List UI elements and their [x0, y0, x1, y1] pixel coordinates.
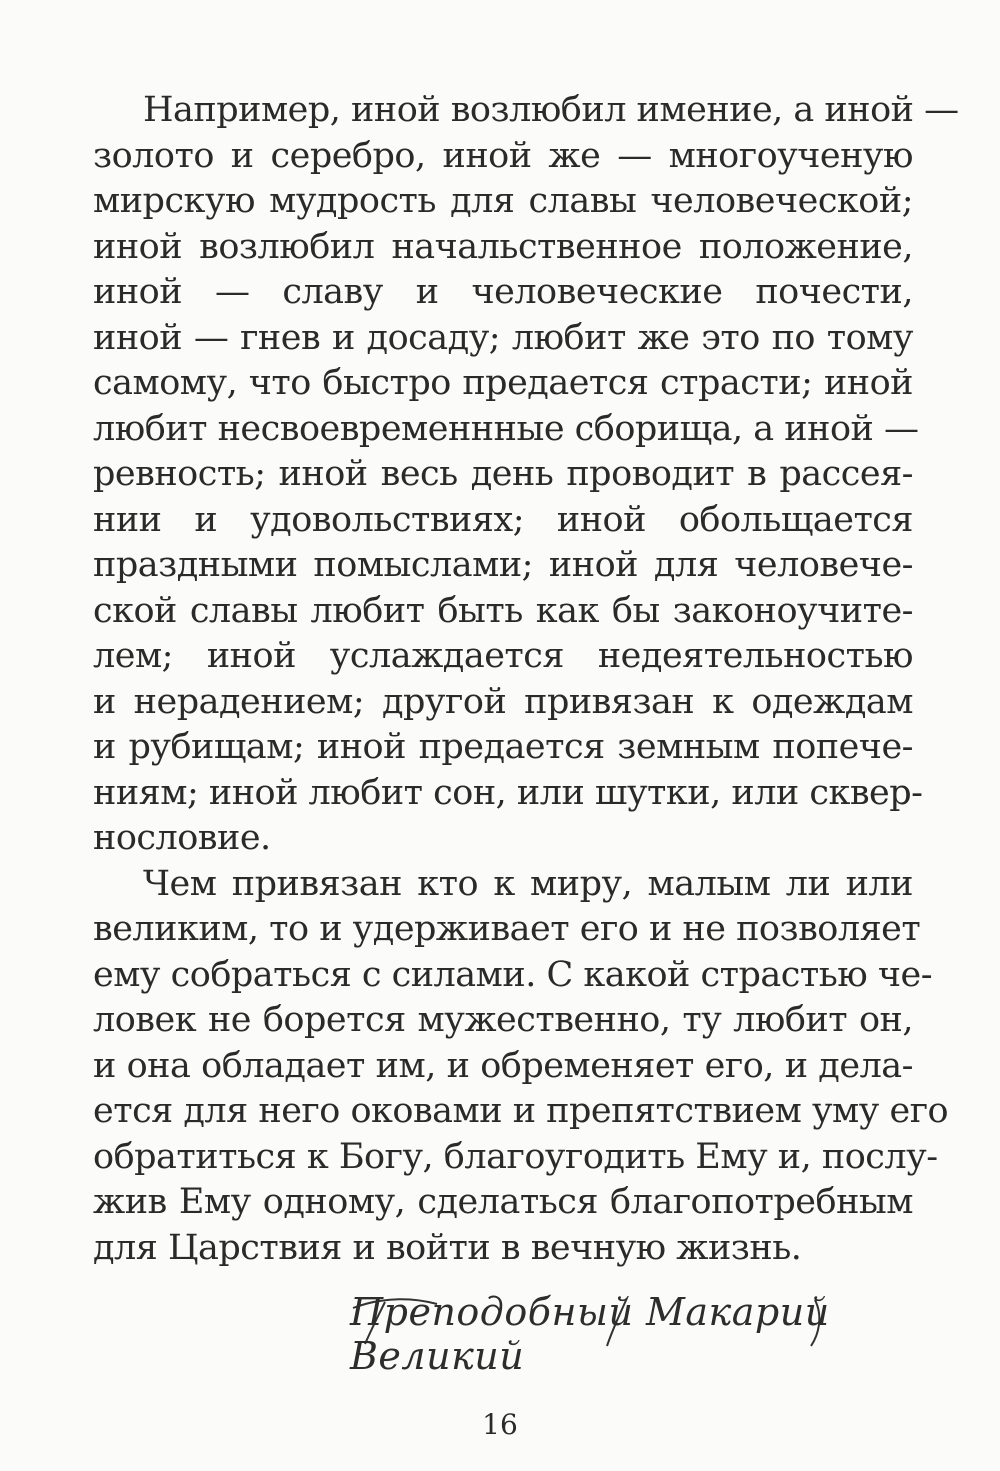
text-line: нии и удовольствиях; иной обольщается — [93, 499, 913, 540]
signature-text — [350, 1290, 930, 1378]
text-line: ниям; иной любит сон, или шутки, или сквер- — [93, 772, 923, 813]
text-line: ской славы любит быть как бы законоучите- — [93, 590, 913, 631]
text-line: самому, что быстро предается страсти; иной — [93, 363, 913, 403]
text-line: иной — славу и человеческие почести, — [93, 272, 913, 312]
page-number: 16 — [482, 1408, 518, 1441]
text-line: праздными помыслами; иной для человече- — [93, 545, 913, 585]
text-line: иной — гнев и досаду; любит же это по тому — [93, 317, 913, 358]
text-line: ревность; иной весь день проводит в рассея- — [93, 454, 913, 494]
text-line: Например, иной возлюбил имение, а иной — — [143, 90, 959, 130]
text-line: иной возлюбил начальственное положение, — [93, 226, 913, 267]
text-line: и рубищам; иной предается земным попече- — [93, 727, 913, 767]
text-line: ловек не борется мужественно, ту любит он, — [93, 1000, 913, 1040]
paragraph-1 — [93, 88, 959, 862]
text-body — [93, 88, 959, 1271]
text-line: великим, то и удерживает его и не позволяет — [93, 909, 921, 949]
text-line: ется для него оковами и препятствием уму его — [93, 1091, 949, 1131]
text-line: золото и серебро, иной же — многоученую — [93, 135, 913, 176]
text-line: и она обладает им, и обременяет его, и дела- — [93, 1045, 913, 1086]
text-line: Чем привязан кто к миру, малым ли или — [143, 863, 913, 904]
paragraph-2 — [93, 862, 949, 1272]
text-line: лем; иной услаждается недеятельностью — [93, 636, 913, 676]
text-line: жив Ему одному, сделаться благопотребным — [93, 1182, 913, 1222]
text-line: и нерадением; другой привязан к одеждам — [93, 681, 913, 722]
text-line: мирскую мудрость для славы человеческой; — [93, 181, 913, 221]
text-line: нословие. — [93, 818, 271, 858]
text-line: для Царствия и войти в вечную жизнь. — [93, 1227, 802, 1268]
text-line: обратиться к Богу, благоугодить Ему и, послу- — [93, 1136, 938, 1177]
signature-label: Преподобный Макарий Великий — [350, 1290, 830, 1378]
text-line: любит несвоевременнные сборища, а иной — — [93, 408, 919, 449]
text-line: ему собраться с силами. С какой страстью че- — [93, 954, 933, 995]
